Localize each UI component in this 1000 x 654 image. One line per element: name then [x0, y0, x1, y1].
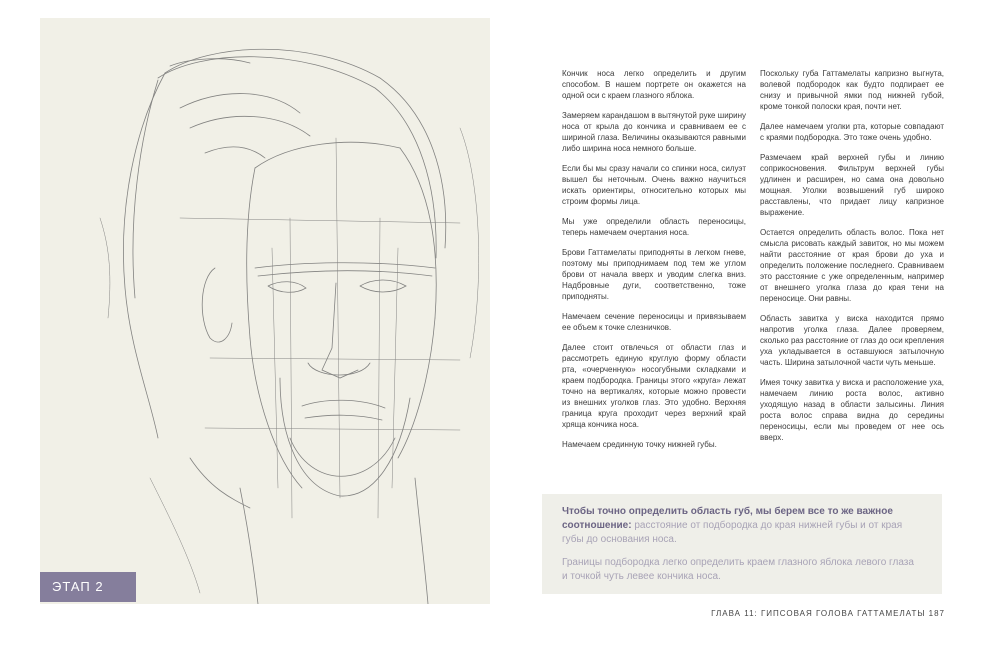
callout-text: расстояние от подбородка до края нижней губы и от края губы до основания носа.	[562, 520, 903, 545]
paragraph: Замеряем карандашом в вытянутой руке ширину носа от крыла до кончика и сравниваем ее с шириной глаза. Величины оказываются равными либо ширина носа немного больше.	[562, 111, 746, 153]
paragraph: Размечаем край верхней губы и линию соприкосновения. Фильтрум верхней губы удлинен и расширен, но сама она довольно мощная. Уголки возвышений губ широко расставлены, что придает лицу капризное выражение.	[760, 153, 944, 217]
callout-emphasis: Чтобы точно определить область губ, мы берем все то же важное соотношение:	[562, 506, 893, 531]
paragraph: Кончик носа легко определить и другим способом. В нашем портрете он окажется на одной оси с краем глазного яблока.	[562, 69, 746, 100]
stage-label: ЭТАП 2	[40, 572, 136, 602]
paragraph: Намечаем срединную точку нижней губы.	[562, 440, 717, 449]
paragraph: Область завитка у виска находится прямо напротив уголка глаза. Далее проверяем, сколько раз расстояние от глаз до оси крепления уха укладывается в оставшуюся затылочную часть. Ширина затылочной части чуть меньше.	[760, 314, 944, 367]
paragraph: Если бы мы сразу начали со спинки носа, силуэт вышел бы неточным. Очень важно научиться искать ориентиры, относительно которых мы строим формы лица.	[562, 164, 746, 206]
head-sketch-illustration	[40, 18, 490, 604]
callout-paragraph: Границы подбородка легко определить краем глазного яблока левого глаза и точкой чуть левее кончика носа.	[562, 557, 914, 582]
paragraph: Далее намечаем уголки рта, которые совпадают с краями подбородка. Это тоже очень удобно.	[760, 122, 944, 142]
paragraph: Мы уже определили область переносицы, теперь намечаем очертания носа.	[562, 217, 746, 237]
pencil-sketch-panel	[40, 18, 490, 604]
chapter-footer: ГЛАВА 11: ГИПСОВАЯ ГОЛОВА ГАТТАМЕЛАТЫ 187	[711, 609, 945, 618]
paragraph: Намечаем сечение переносицы и привязываем ее объем к точке слезничков.	[562, 312, 746, 332]
paragraph: Брови Гаттамелаты приподняты в легком гневе, поэтому мы приподнимаем под тем же углом брови от начала вверх и уводим слегка вниз. Надбровные дуги, соответственно, тоже приподняты.	[562, 248, 746, 301]
text-column-left	[562, 68, 746, 459]
text-column-right	[760, 68, 944, 452]
callout-box	[542, 494, 942, 594]
callout-paragraph	[562, 505, 922, 547]
paragraph: Остается определить область волос. Пока нет смысла рисовать каждый завиток, но мы можем найти расстояние от края брови до уха и определить положение последнего. Сравниваем это расстояние с уже определенным, например от внешнего уголка глаза до края тени на переносице. Они равны.	[760, 228, 944, 303]
paragraph: Поскольку губа Гаттамелаты капризно выгнута, волевой подбородок как будто подпирает ее снизу и привычной ямки под нижней губой, кроме тонкой полоски края, почти нет.	[760, 69, 944, 111]
paragraph: Имея точку завитка у виска и расположение уха, намечаем линию роста волос, активно уходящую назад в области залысины. Линия роста волос справа видна до середины переносицы, если мы проведем от нее ось вверх.	[760, 378, 944, 442]
paragraph: Далее стоит отвлечься от области глаз и рассмотреть единую круглую форму области рта, «очерченную» носогубными складками и краем подбородка. Границы этого «круга» лежат точно на вертикалях, которые можно провести из внешних уголков глаз. Это удобно. Верхняя граница круга проходит через верхний край хряща кончика носа.	[562, 343, 746, 429]
